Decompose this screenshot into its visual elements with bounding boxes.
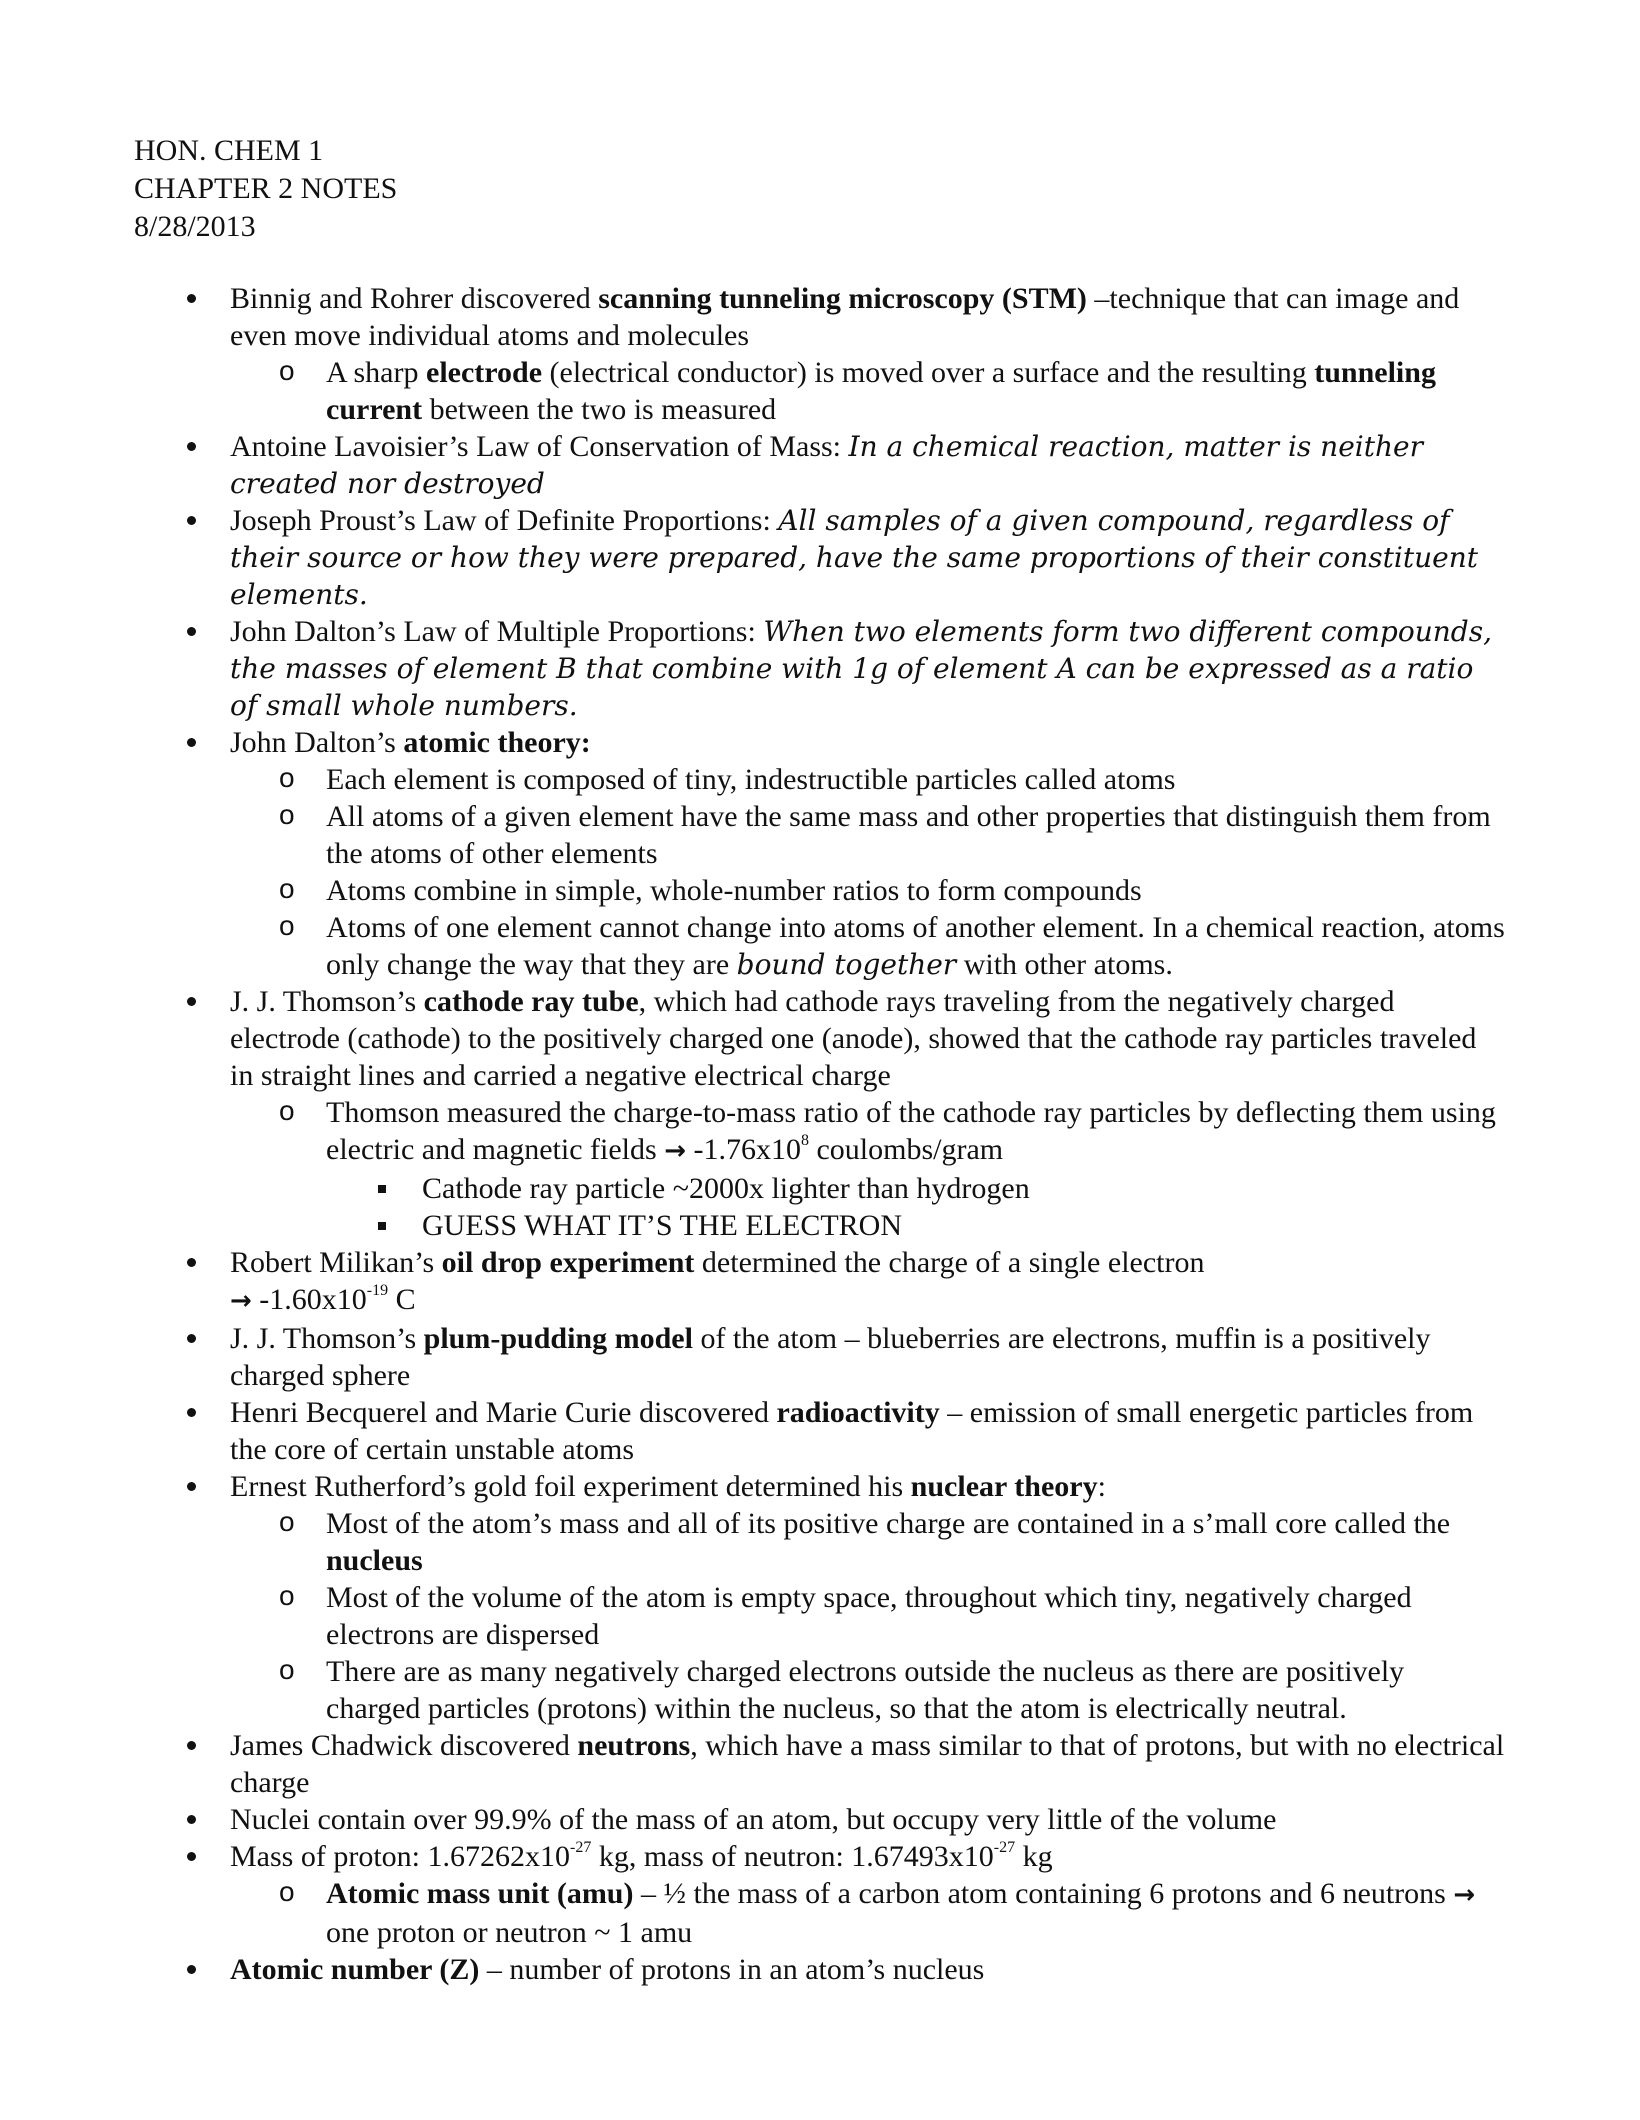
- term-neutrons: neutrons: [577, 1729, 691, 1762]
- list-item-atomic-number: Atomic number (Z) – number of protons in an atom’s nucleus: [230, 1951, 1506, 1988]
- sub-item-atomic-theory-1: o Each element is composed of tiny, indestructible particles called atoms: [230, 761, 1506, 798]
- term-amu: Atomic mass unit (amu): [326, 1877, 634, 1910]
- sub-item-amu: o Atomic mass unit (amu) – ½ the mass of a carbon atom containing 6 protons and 6 neutrons → one proton or neutron ~ 1 amu: [230, 1875, 1506, 1951]
- list-item-lavoisier: Antoine Lavoisier’s Law of Conservation of Mass: In a chemical reaction, matter is neither created nor destroyed: [230, 428, 1506, 502]
- sub-item-charge-to-mass: o Thomson measured the charge-to-mass ratio of the cathode ray particles by deflecting them using electric and magnetic fields → $-1.76x10^8$ coulombs/gram: [230, 1094, 1506, 1170]
- arrow-right-icon: →: [664, 1136, 686, 1166]
- sub-item-electrode: o A sharp electrode (electrical conductor) is moved over a surface and the resulting tunneling current between the two is measured: [230, 354, 1506, 428]
- list-item-millikan: Robert Milikan’s oil drop experiment determined the charge of a single electron → $-1.60x10^{-19}$ C: [230, 1244, 1506, 1320]
- law-definite-proportions: All samples of a given compound, regardless of their source or how they were prepared, have the same proportions of their constituent elements.: [230, 504, 1478, 611]
- law-multiple-proportions: When two elements form two different compounds, the masses of element B that combine with 1g of element A can be expressed as a ratio of small whole numbers.: [230, 615, 1492, 722]
- arrow-right-icon: →: [230, 1286, 252, 1316]
- term-nuclear-theory: nuclear theory: [910, 1470, 1098, 1503]
- emphasis-bound-together: bound together: [736, 948, 957, 981]
- law-conservation-of-mass: In a chemical reaction, matter is neither created nor destroyed: [230, 430, 1423, 500]
- notes-list: [230, 280, 1506, 1988]
- list-item-dalton-atomic-theory: John Dalton’s atomic theory:: [230, 724, 1506, 761]
- document-date: 8/28/2013: [134, 210, 256, 243]
- document-header: [134, 132, 397, 246]
- sub-item-atomic-theory-3: o Atoms combine in simple, whole-number ratios to form compounds: [230, 872, 1506, 909]
- list-item-masses: Mass of proton: $1.67262x10^{-27}$ kg, mass of neutron: $1.67493x10^{-27}$ kg: [230, 1838, 1506, 1875]
- list-item-radioactivity: Henri Becquerel and Marie Curie discovered radioactivity – emission of small energetic particles from the core of certain unstable atoms: [230, 1394, 1506, 1468]
- sub-item-empty-space: o Most of the volume of the atom is empty space, throughout which tiny, negatively charged electrons are dispersed: [230, 1579, 1506, 1653]
- sub-item-nucleus: o Most of the atom’s mass and all of its positive charge are contained in a s’mall core called the nucleus: [230, 1505, 1506, 1579]
- sub-item-atomic-theory-4: o Atoms of one element cannot change into atoms of another element. In a chemical reaction, atoms only change the way that they are bound together with other atoms.: [230, 909, 1506, 983]
- term-atomic-number: Atomic number (Z): [230, 1953, 480, 1986]
- term-cathode-ray-tube: cathode ray tube: [423, 985, 639, 1018]
- sub-item-atomic-theory-2: o All atoms of a given element have the same mass and other properties that distinguish them from the atoms of other elements: [230, 798, 1506, 872]
- list-item-stm: Binnig and Rohrer discovered scanning tunneling microscopy (STM) –technique that can image and even move individual atoms and molecules: [230, 280, 1506, 354]
- list-item-proust: Joseph Proust’s Law of Definite Proportions: All samples of a given compound, regardless of their source or how they were prepared, have the same proportions of their constituent elements.: [230, 502, 1506, 613]
- term-radioactivity: radioactivity: [776, 1396, 940, 1429]
- list-item-rutherford: Ernest Rutherford’s gold foil experiment determined his nuclear theory:: [230, 1468, 1506, 1505]
- term-nucleus: nucleus: [326, 1544, 423, 1577]
- list-item-dalton-multiple: John Dalton’s Law of Multiple Proportions: When two elements form two different compounds, the masses of element B that combine with 1g of element A can be expressed as a ratio of small whole numbers.: [230, 613, 1506, 724]
- term-oil-drop: oil drop experiment: [441, 1246, 695, 1279]
- term-electrode: electrode: [426, 356, 543, 389]
- term-stm: scanning tunneling microscopy (STM): [598, 282, 1087, 315]
- subsub-item-electron: GUESS WHAT IT’S THE ELECTRON: [230, 1207, 1506, 1244]
- course-title: HON. CHEM 1: [134, 134, 324, 167]
- list-item-nuclei: Nuclei contain over 99.9% of the mass of an atom, but occupy very little of the volume: [230, 1801, 1506, 1838]
- list-item-cathode-ray-tube: J. J. Thomson’s cathode ray tube, which had cathode rays traveling from the negatively charged electrode (cathode) to the positively charged one (anode), showed that the cathode ray particles traveled in straight lines and carried a negative electrical charge: [230, 983, 1506, 1094]
- subsub-item-lighter: Cathode ray particle ~2000x lighter than hydrogen: [230, 1170, 1506, 1207]
- list-item-chadwick: James Chadwick discovered neutrons, which have a mass similar to that of protons, but with no electrical charge: [230, 1729, 1505, 1799]
- term-tunneling-current: tunneling current: [326, 356, 1436, 426]
- chapter-title: CHAPTER 2 NOTES: [134, 172, 398, 205]
- term-atomic-theory: atomic theory:: [403, 726, 591, 759]
- arrow-right-icon: →: [1453, 1880, 1476, 1910]
- sub-item-neutral: o There are as many negatively charged electrons outside the nucleus as there are positively charged particles (protons) within the nucleus, so that the atom is electrically neutral.: [230, 1653, 1506, 1727]
- term-plum-pudding: plum-pudding model: [423, 1322, 693, 1355]
- list-item-plum-pudding: J. J. Thomson’s plum-pudding model of the atom – blueberries are electrons, muffin is a positively charged sphere: [230, 1320, 1506, 1394]
